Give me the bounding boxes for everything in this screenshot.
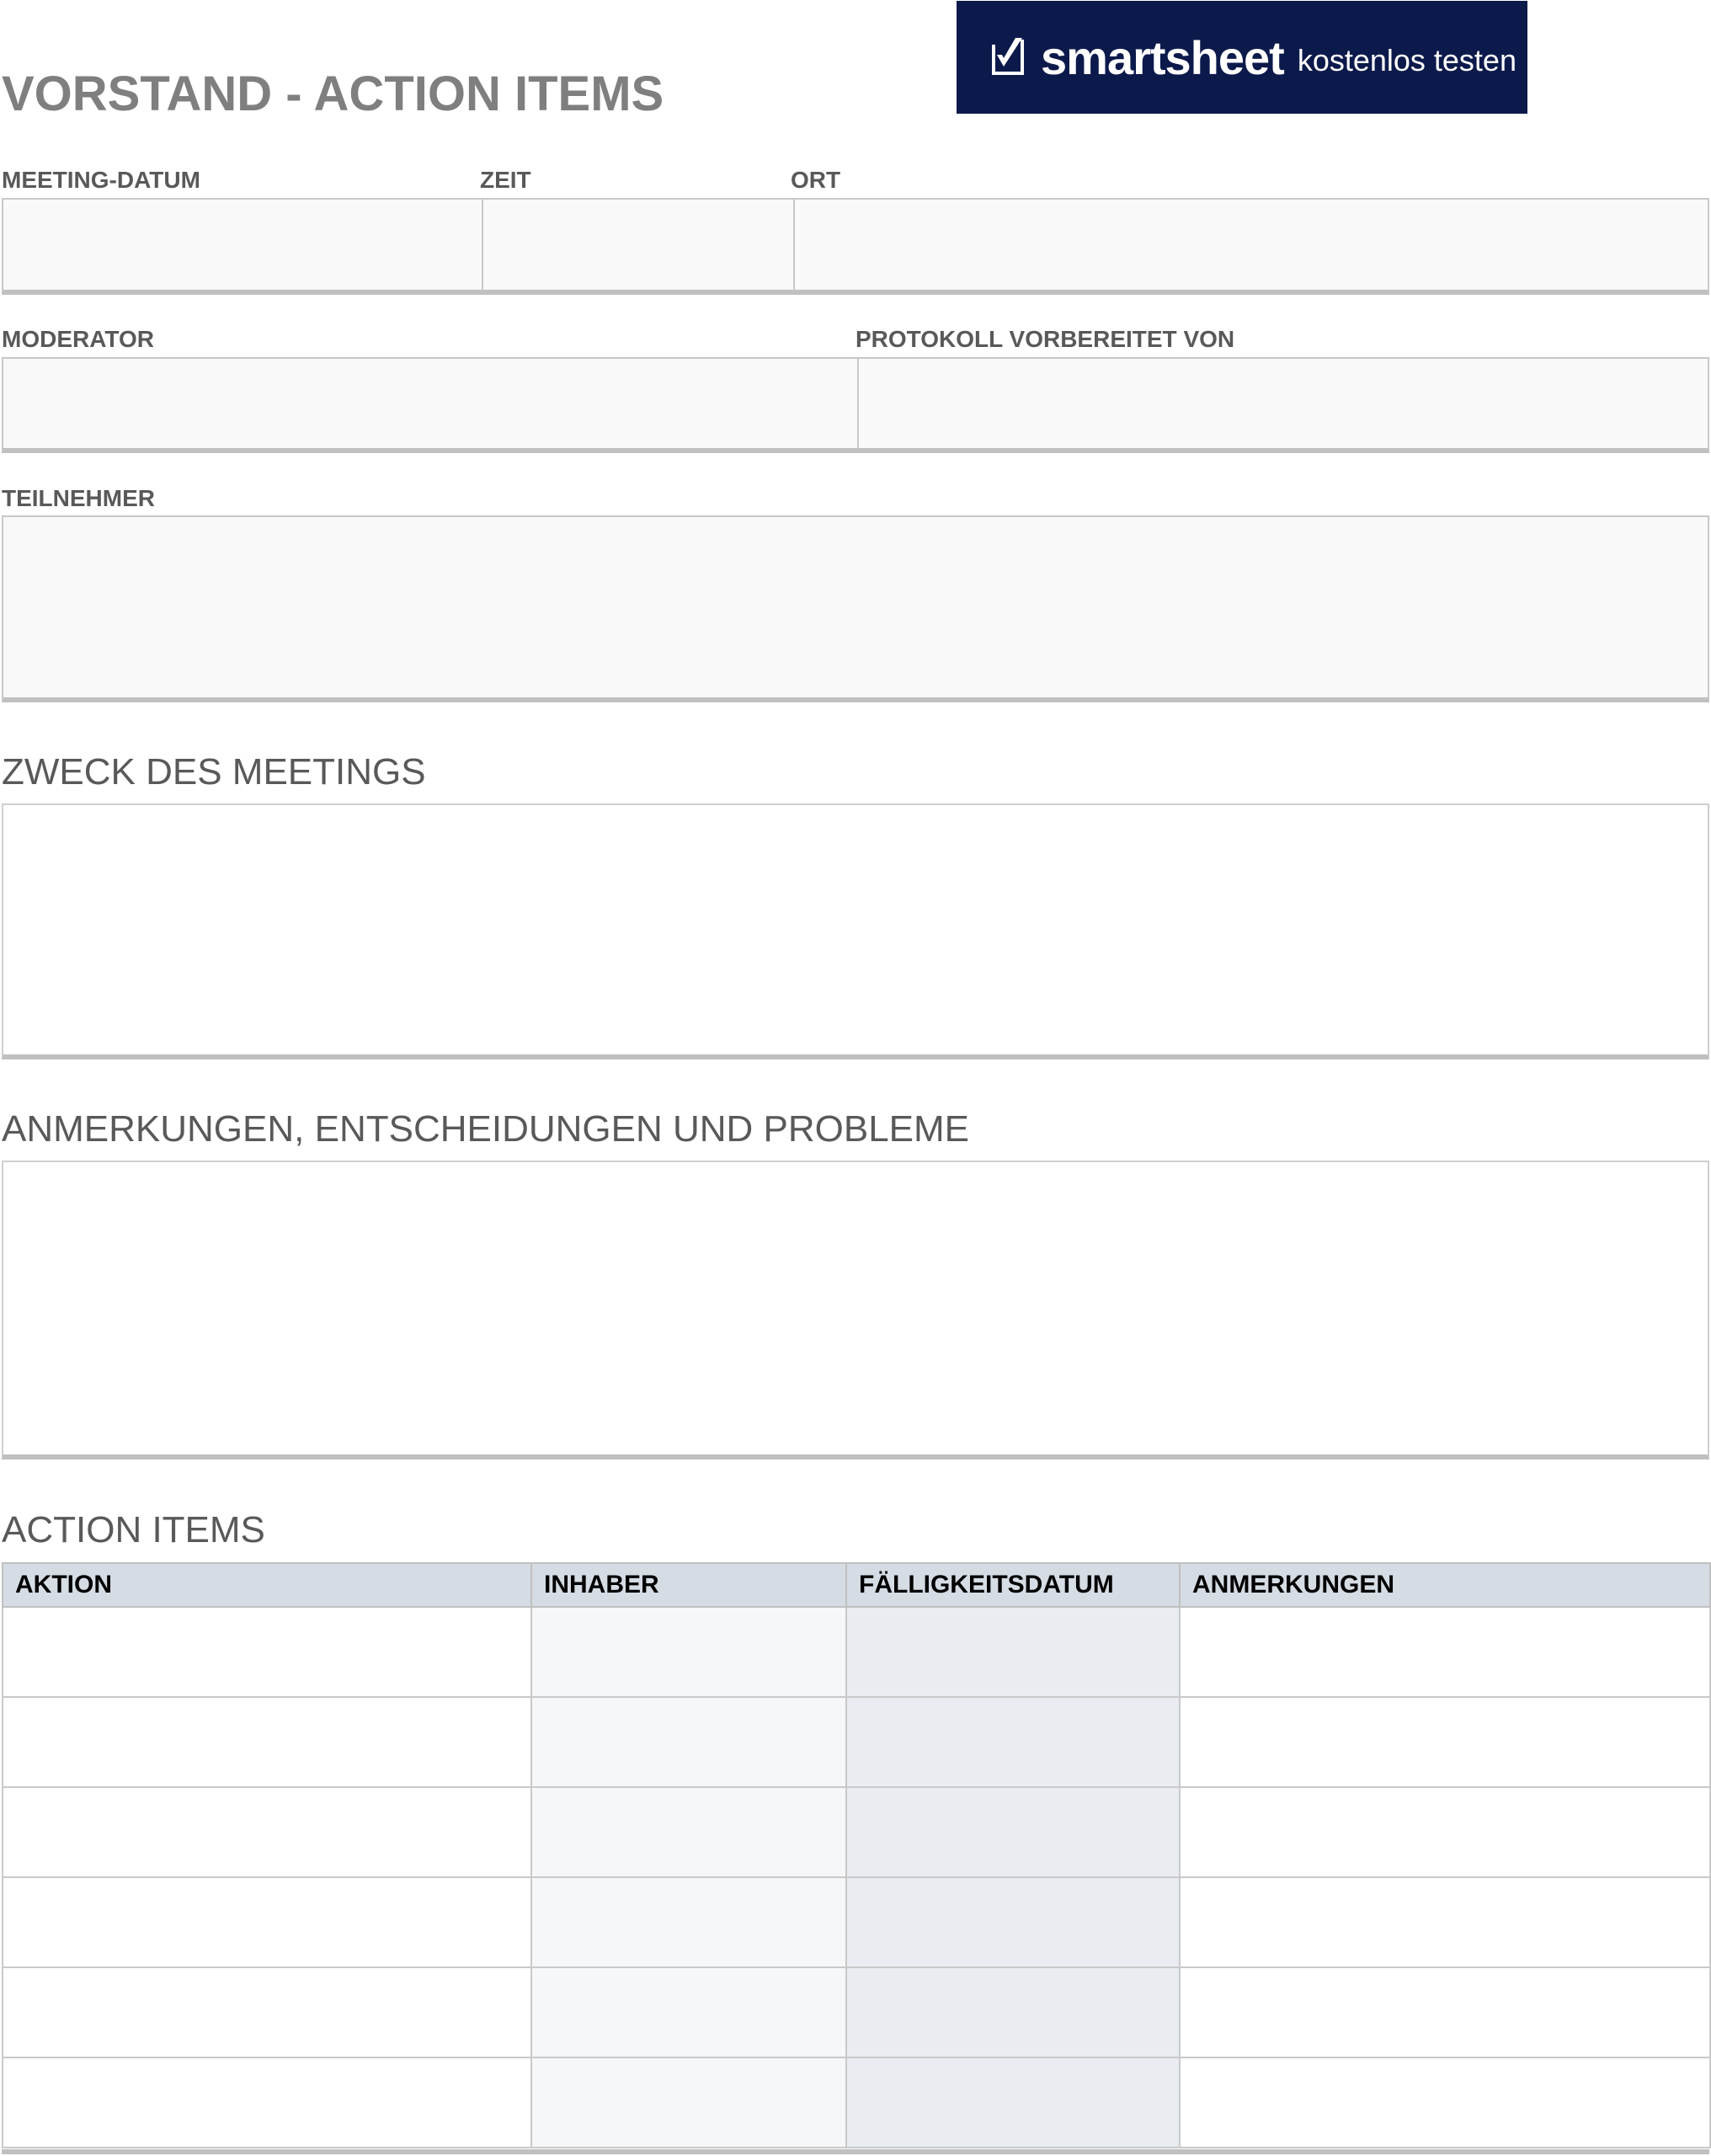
- column-header-owner: INHABER: [531, 1563, 846, 1607]
- action-cell[interactable]: [3, 1877, 531, 1967]
- notes-cell[interactable]: [1180, 1607, 1710, 1697]
- checkmark-icon: [990, 38, 1026, 77]
- table-row: [3, 1967, 1710, 2057]
- notes-cell[interactable]: [1180, 2057, 1710, 2148]
- notes-cell[interactable]: [1180, 1697, 1710, 1787]
- meeting-date-label: MEETING-DATUM: [2, 167, 200, 193]
- table-bottom-rule: [2, 2149, 1709, 2154]
- logo-cta: kostenlos testen: [1297, 43, 1516, 77]
- time-field[interactable]: [483, 200, 795, 290]
- column-header-due-date: FÄLLIGKEITSDATUM: [846, 1563, 1180, 1607]
- action-items-title: ACTION ITEMS: [2, 1509, 265, 1550]
- due-date-cell[interactable]: [846, 1967, 1180, 2057]
- due-date-cell[interactable]: [846, 1877, 1180, 1967]
- owner-cell[interactable]: [531, 1787, 846, 1877]
- notes-field[interactable]: [2, 1161, 1709, 1460]
- action-cell[interactable]: [3, 1697, 531, 1787]
- notes-cell[interactable]: [1180, 1787, 1710, 1877]
- table-row: [3, 2057, 1710, 2148]
- purpose-field[interactable]: [2, 803, 1709, 1059]
- minutes-by-field[interactable]: [859, 359, 1708, 448]
- owner-cell[interactable]: [531, 2057, 846, 2148]
- purpose-title: ZWECK DES MEETINGS: [2, 751, 426, 792]
- moderator-label: MODERATOR: [2, 326, 154, 352]
- attendees-label: TEILNEHMER: [2, 485, 155, 511]
- location-label: ORT: [791, 167, 841, 193]
- moderator-field[interactable]: [3, 359, 859, 448]
- action-cell[interactable]: [3, 1787, 531, 1877]
- time-label: ZEIT: [480, 167, 531, 193]
- notes-cell[interactable]: [1180, 1967, 1710, 2057]
- minutes-by-label: PROTOKOLL VORBEREITET VON: [856, 326, 1235, 352]
- meeting-date-field[interactable]: [3, 200, 483, 290]
- column-header-notes: ANMERKUNGEN: [1180, 1563, 1710, 1607]
- smartsheet-logo-button[interactable]: [957, 1, 1527, 114]
- owner-cell[interactable]: [531, 1967, 846, 2057]
- notes-cell[interactable]: [1180, 1877, 1710, 1967]
- page-title: VORSTAND - ACTION ITEMS: [2, 67, 664, 121]
- logo-brand: smartsheet: [1041, 30, 1284, 84]
- action-cell[interactable]: [3, 1607, 531, 1697]
- due-date-cell[interactable]: [846, 1697, 1180, 1787]
- notes-title: ANMERKUNGEN, ENTSCHEIDUNGEN UND PROBLEME: [2, 1108, 970, 1150]
- location-field[interactable]: [795, 200, 1708, 290]
- moderator-row: [2, 357, 1709, 453]
- action-cell[interactable]: [3, 2057, 531, 2148]
- column-header-action: AKTION: [3, 1563, 531, 1607]
- action-items-table: [2, 1562, 1711, 2148]
- owner-cell[interactable]: [531, 1877, 846, 1967]
- due-date-cell[interactable]: [846, 2057, 1180, 2148]
- owner-cell[interactable]: [531, 1607, 846, 1697]
- meeting-info-row: [2, 198, 1709, 295]
- table-row: [3, 1607, 1710, 1697]
- owner-cell[interactable]: [531, 1697, 846, 1787]
- table-header-row: [3, 1563, 1710, 1607]
- action-cell[interactable]: [3, 1967, 531, 2057]
- due-date-cell[interactable]: [846, 1607, 1180, 1697]
- table-row: [3, 1877, 1710, 1967]
- due-date-cell[interactable]: [846, 1787, 1180, 1877]
- table-row: [3, 1787, 1710, 1877]
- table-row: [3, 1697, 1710, 1787]
- attendees-field[interactable]: [2, 515, 1709, 702]
